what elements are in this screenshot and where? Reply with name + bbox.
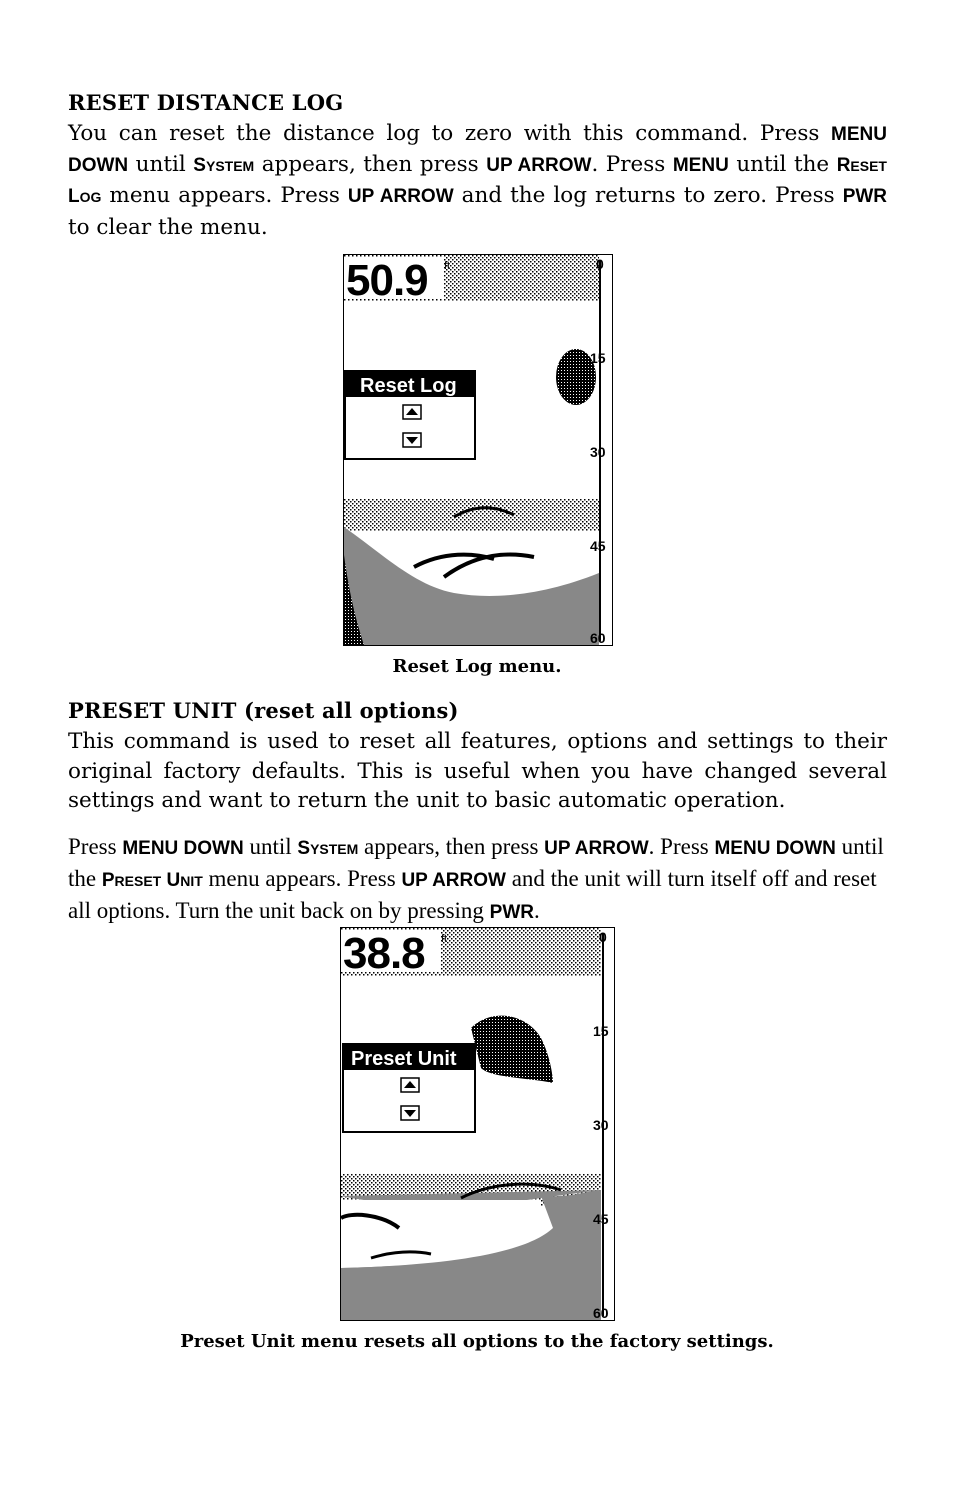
up-arrow-icon[interactable] (403, 405, 421, 419)
scale-tick: 45 (590, 538, 606, 554)
menu-name: SYSTEM (193, 154, 255, 176)
menu-title: Reset Log (360, 375, 457, 397)
paragraph: You can reset the distance log to zero with this command. Press MENU DOWN until SYSTEM appears, then press UP ARROW. Press MENU until the RESET LOG menu appears. Press UP ARROW and the log returns to zero. Press PWR to clear the menu. (68, 121, 888, 240)
menu-name: SYSTEM (297, 837, 359, 859)
key-label: PWR (842, 186, 888, 207)
scale-tick: 60 (593, 1305, 609, 1320)
key-label: UP ARROW (401, 869, 506, 891)
scale-tick: 30 (593, 1117, 609, 1133)
menu-name: RESET LOG (68, 154, 887, 207)
depth-unit: ft (441, 933, 448, 945)
sonar-screen-preset-unit (340, 927, 615, 1321)
figure-caption: Preset Unit menu resets all options to the factory settings. (180, 1331, 774, 1352)
section-reset-distance-log (68, 90, 887, 242)
scale-tick: 0 (599, 929, 607, 945)
key-label: PWR (489, 901, 534, 923)
bottom-ground (344, 527, 599, 645)
scale-tick: 45 (593, 1211, 609, 1227)
menu-name: PRESET UNIT (101, 869, 203, 891)
section-heading: RESET DISTANCE LOG (68, 90, 344, 115)
scale-tick: 15 (593, 1023, 609, 1039)
key-label: UP ARROW (347, 186, 454, 207)
key-label: MENU (672, 154, 729, 176)
figure-caption: Reset Log menu. (392, 656, 562, 677)
key-label: MENU DOWN (68, 124, 887, 176)
key-label: MENU DOWN (122, 837, 244, 859)
section-preset-unit (68, 698, 887, 928)
key-label: UP ARROW (544, 837, 649, 859)
sonar-screen-reset-log (343, 254, 613, 646)
up-arrow-icon[interactable] (401, 1078, 419, 1092)
down-arrow-icon[interactable] (401, 1106, 419, 1120)
key-label: UP ARROW (486, 154, 592, 176)
scale-tick: 60 (590, 630, 606, 645)
paragraph: This command is used to reset all features, options and settings to their original factory defaults. This is useful when you have changed several settings and want to return the unit to basic automatic operation. (68, 729, 887, 813)
fish-arch (471, 1016, 553, 1083)
paragraph: Press MENU DOWN until SYSTEM appears, then press UP ARROW. Press MENU DOWN until the PRESET UNIT menu appears. Press UP ARROW and the unit will turn itself off and reset all options. Turn the unit back on by pressing PWR. (68, 833, 884, 923)
section-heading: PRESET UNIT (reset all options) (68, 698, 459, 723)
depth-readout: 38.8 (343, 929, 425, 978)
bottom-band (344, 499, 599, 531)
depth-unit: ft (444, 260, 451, 272)
down-arrow-icon[interactable] (403, 433, 421, 447)
key-label: MENU DOWN (714, 837, 836, 859)
scale-tick: 0 (596, 256, 604, 272)
menu-title: Preset Unit (351, 1048, 457, 1070)
depth-readout: 50.9 (346, 256, 428, 305)
scale-tick: 15 (590, 350, 606, 366)
scale-tick: 30 (590, 444, 606, 460)
